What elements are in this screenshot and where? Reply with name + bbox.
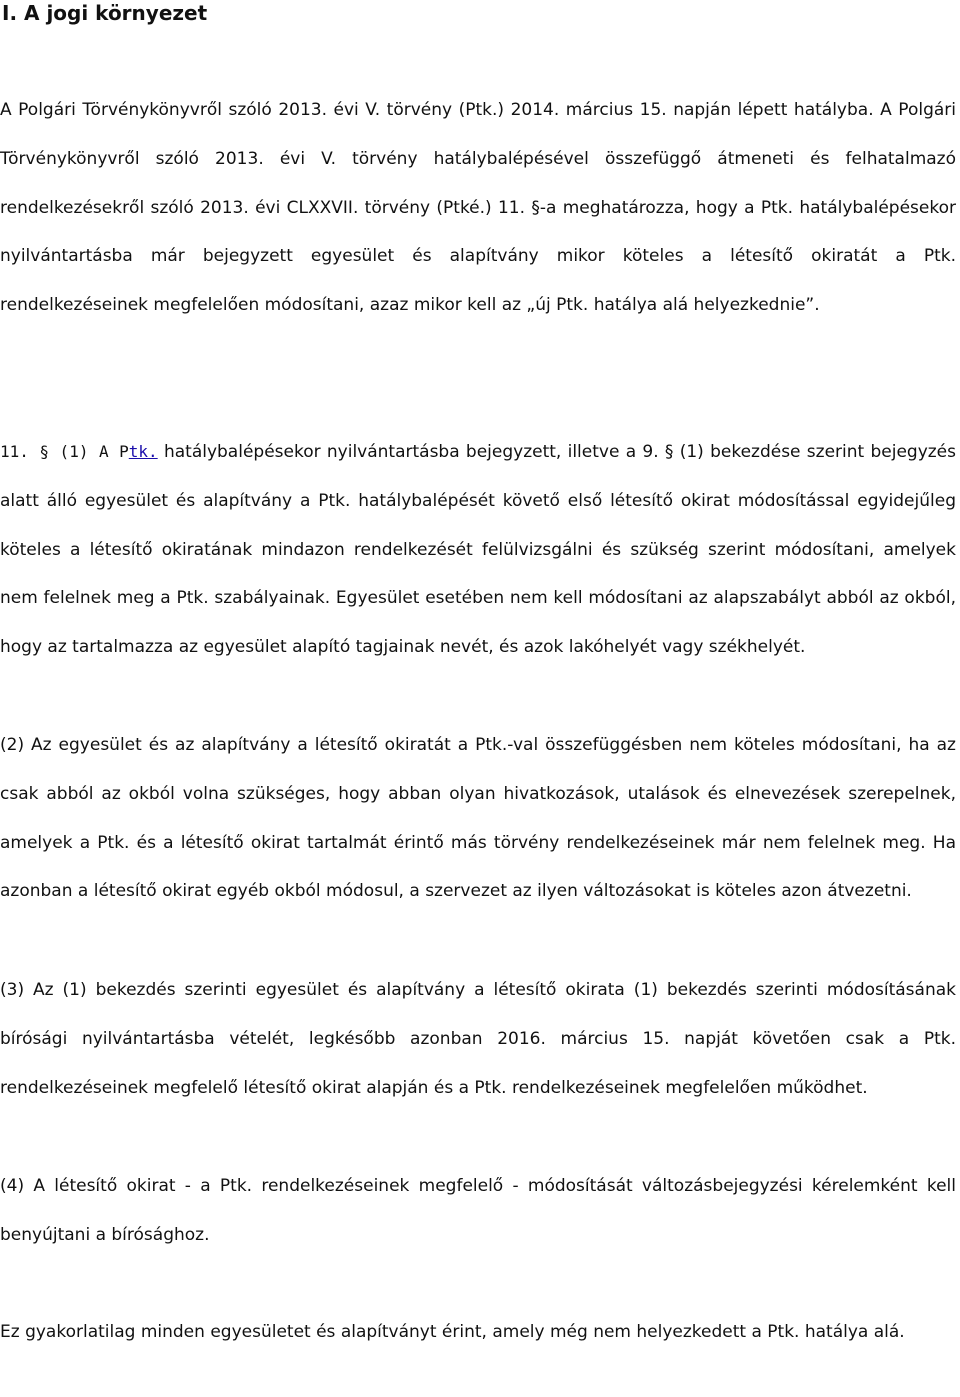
closing-paragraph: Ez gyakorlatilag minden egyesületet és alapítványt érint, amely még nem helyezkedett a Ptk. hatálya alá. xyxy=(0,1322,905,1342)
paragraph-11-1-text: hatálybalépésekor nyilvántartásba bejegyzett, illetve a 9. § (1) bekezdése szerint bejegyzés alatt álló egyesület és alapítvány a Ptk. hatálybalépését követő első létesítő okirat módosítással egyidejűleg köteles a létesítő okiratának mindazon rendelkezését felülvizsgálni és szükség szerint módosítani, amelyek nem felelnek meg a Ptk. szabályainak. Egyesület esetében nem kell módosítani az alapszabályt abból az okból, hogy az tartalmazza az egyesület alapító tagjainak nevét, és azok lakóhelyét vagy székhelyét. xyxy=(0,442,957,658)
section-heading: I. A jogi környezet xyxy=(2,1,208,25)
paragraph-11-4: (4) A létesítő okirat - a Ptk. rendelkezéseinek megfelelő - módosítását változásbejegyzési kérelemként kell benyújtani a bírósághoz. xyxy=(0,1176,956,1245)
paragraph-11-1 xyxy=(0,428,956,672)
intro-paragraph: A Polgári Törvénykönyvről szóló 2013. évi V. törvény (Ptk.) 2014. március 15. napján lépett hatályba. A Polgári Törvénykönyvről szóló 2013. évi V. törvény hatálybalépésével összefüggő átmeneti és felhatalmazó rendelkezésekről szóló 2013. évi CLXXVII. törvény (Ptké.) 11. §-a meghatározza, hogy a Ptk. hatálybalépésekor nyilvántartásba már bejegyzett egyesület és alapítvány mikor köteles a létesítő okiratát a Ptk. rendelkezéseinek megfelelően módosítani, azaz mikor kell az „új Ptk. hatálya alá helyezkednie”. xyxy=(0,100,956,316)
paragraph-11-1-prefix: 11. § (1) A P xyxy=(0,442,129,461)
ptk-link[interactable]: tk. xyxy=(128,442,158,461)
paragraph-11-3: (3) Az (1) bekezdés szerinti egyesület és alapítvány a létesítő okirata (1) bekezdés szerinti módosításának bírósági nyilvántartásba vételét, legkésőbb azonban 2016. március 15. napját követően csak a Ptk. rendelkezéseinek megfelelő létesítő okirat alapján és a Ptk. rendelkezéseinek megfelelően működhet. xyxy=(0,980,956,1098)
paragraph-11-2: (2) Az egyesület és az alapítvány a létesítő okiratát a Ptk.-val összefüggésben nem köteles módosítani, ha az csak abból az okból volna szükséges, hogy abban olyan hivatkozások, utalások és elnevezések szerepelnek, amelyek a Ptk. és a létesítő okirat tartalmát érintő más törvény rendelkezéseinek már nem felelnek meg. Ha azonban a létesítő okirat egyéb okból módosul, a szervezet az ilyen változásokat is köteles azon átvezetni. xyxy=(0,735,956,902)
